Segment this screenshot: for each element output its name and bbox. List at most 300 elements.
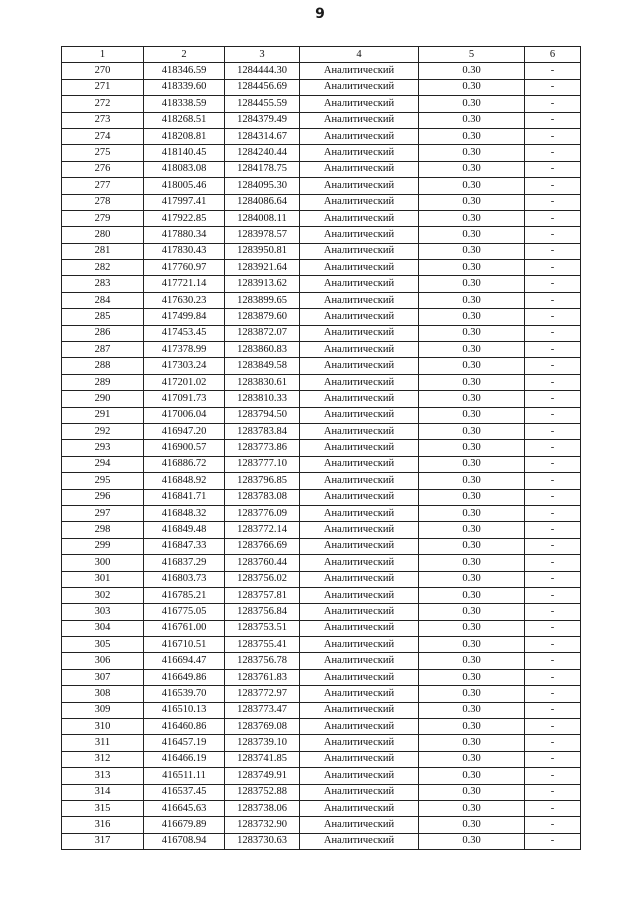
table-cell-col-number: 284 [62, 292, 144, 308]
table-cell-col-error: 0.30 [419, 79, 525, 95]
table-cell-col-method: Аналитический [300, 456, 419, 472]
table-cell-col-error: 0.30 [419, 800, 525, 816]
table-cell-col-method: Аналитический [300, 276, 419, 292]
table-cell-col-note: - [525, 489, 581, 505]
table-row [62, 686, 581, 702]
table-cell-col-y: 1284095.30 [225, 178, 300, 194]
table-row [62, 719, 581, 735]
table-row [62, 96, 581, 112]
table-cell-col-x: 417880.34 [144, 227, 225, 243]
table-cell-col-y: 1283741.85 [225, 751, 300, 767]
table-cell-col-x: 417760.97 [144, 260, 225, 276]
table-cell-col-number: 313 [62, 768, 144, 784]
column-header-col-number: 1 [62, 47, 144, 63]
table-cell-col-y: 1284455.59 [225, 96, 300, 112]
table-cell-col-number: 275 [62, 145, 144, 161]
table-cell-col-error: 0.30 [419, 555, 525, 571]
table-cell-col-error: 0.30 [419, 784, 525, 800]
table-row [62, 243, 581, 259]
table-row [62, 456, 581, 472]
table-cell-col-error: 0.30 [419, 440, 525, 456]
table-row [62, 145, 581, 161]
table-cell-col-y: 1283921.64 [225, 260, 300, 276]
table-cell-col-x: 416886.72 [144, 456, 225, 472]
table-cell-col-method: Аналитический [300, 653, 419, 669]
table-cell-col-note: - [525, 292, 581, 308]
page-number: 9 [315, 6, 325, 22]
table-cell-col-y: 1283766.69 [225, 538, 300, 554]
table-row [62, 423, 581, 439]
header-row [62, 47, 581, 63]
table-cell-col-x: 418208.81 [144, 128, 225, 144]
table-cell-col-x: 416900.57 [144, 440, 225, 456]
table-cell-col-y: 1284178.75 [225, 161, 300, 177]
table-cell-col-number: 292 [62, 423, 144, 439]
table-cell-col-note: - [525, 833, 581, 849]
table-cell-col-error: 0.30 [419, 161, 525, 177]
table-row [62, 505, 581, 521]
table-cell-col-number: 309 [62, 702, 144, 718]
table-cell-col-method: Аналитический [300, 440, 419, 456]
table-cell-col-number: 281 [62, 243, 144, 259]
table-cell-col-y: 1283872.07 [225, 325, 300, 341]
table-cell-col-y: 1283773.47 [225, 702, 300, 718]
table-cell-col-error: 0.30 [419, 210, 525, 226]
table-cell-col-x: 416761.00 [144, 620, 225, 636]
table-cell-col-x: 416511.11 [144, 768, 225, 784]
table-cell-col-x: 416708.94 [144, 833, 225, 849]
table-body [62, 63, 581, 850]
table-row [62, 473, 581, 489]
table-cell-col-note: - [525, 817, 581, 833]
table-cell-col-y: 1284086.64 [225, 194, 300, 210]
table-cell-col-error: 0.30 [419, 768, 525, 784]
table-cell-col-number: 298 [62, 522, 144, 538]
table-cell-col-note: - [525, 63, 581, 79]
table-cell-col-y: 1284444.30 [225, 63, 300, 79]
table-cell-col-note: - [525, 325, 581, 341]
table-cell-col-note: - [525, 751, 581, 767]
table-cell-col-note: - [525, 669, 581, 685]
table-cell-col-note: - [525, 800, 581, 816]
table-cell-col-number: 302 [62, 587, 144, 603]
table-cell-col-method: Аналитический [300, 604, 419, 620]
table-cell-col-note: - [525, 473, 581, 489]
table-cell-col-number: 270 [62, 63, 144, 79]
table-cell-col-method: Аналитический [300, 555, 419, 571]
table-cell-col-method: Аналитический [300, 96, 419, 112]
table-cell-col-x: 416649.86 [144, 669, 225, 685]
table-cell-col-error: 0.30 [419, 522, 525, 538]
table-cell-col-y: 1283738.06 [225, 800, 300, 816]
table-cell-col-note: - [525, 391, 581, 407]
table-cell-col-x: 417830.43 [144, 243, 225, 259]
table-cell-col-method: Аналитический [300, 407, 419, 423]
table-header [62, 47, 581, 63]
table-cell-col-number: 274 [62, 128, 144, 144]
table-cell-col-y: 1283760.44 [225, 555, 300, 571]
table-row [62, 604, 581, 620]
table-row [62, 702, 581, 718]
table-cell-col-number: 312 [62, 751, 144, 767]
table-row [62, 800, 581, 816]
table-cell-col-number: 272 [62, 96, 144, 112]
table-cell-col-error: 0.30 [419, 817, 525, 833]
table-cell-col-note: - [525, 587, 581, 603]
table-cell-col-x: 416466.19 [144, 751, 225, 767]
table-cell-col-x: 417006.04 [144, 407, 225, 423]
table-cell-col-method: Аналитический [300, 800, 419, 816]
table-cell-col-method: Аналитический [300, 325, 419, 341]
table-cell-col-number: 280 [62, 227, 144, 243]
table-row [62, 784, 581, 800]
table-cell-col-method: Аналитический [300, 292, 419, 308]
table-cell-col-error: 0.30 [419, 112, 525, 128]
table-cell-col-x: 417091.73 [144, 391, 225, 407]
table-cell-col-x: 416848.32 [144, 505, 225, 521]
table-row [62, 735, 581, 751]
table-cell-col-error: 0.30 [419, 833, 525, 849]
table-cell-col-y: 1283730.63 [225, 833, 300, 849]
table-cell-col-method: Аналитический [300, 63, 419, 79]
table-cell-col-error: 0.30 [419, 145, 525, 161]
table-cell-col-note: - [525, 112, 581, 128]
table-cell-col-x: 416785.21 [144, 587, 225, 603]
table-cell-col-y: 1283950.81 [225, 243, 300, 259]
table-cell-col-note: - [525, 505, 581, 521]
table-cell-col-number: 314 [62, 784, 144, 800]
table-cell-col-x: 417721.14 [144, 276, 225, 292]
table-row [62, 112, 581, 128]
table-cell-col-y: 1284008.11 [225, 210, 300, 226]
table-cell-col-x: 416847.33 [144, 538, 225, 554]
table-cell-col-y: 1283810.33 [225, 391, 300, 407]
column-header-col-y: 3 [225, 47, 300, 63]
table-cell-col-error: 0.30 [419, 391, 525, 407]
table-cell-col-note: - [525, 342, 581, 358]
table-row [62, 374, 581, 390]
table-cell-col-error: 0.30 [419, 63, 525, 79]
table-cell-col-number: 310 [62, 719, 144, 735]
table-cell-col-x: 418083.08 [144, 161, 225, 177]
table-row [62, 751, 581, 767]
table-cell-col-x: 416679.89 [144, 817, 225, 833]
table-cell-col-x: 417922.85 [144, 210, 225, 226]
table-cell-col-note: - [525, 653, 581, 669]
table-cell-col-note: - [525, 784, 581, 800]
table-cell-col-note: - [525, 96, 581, 112]
table-cell-col-note: - [525, 702, 581, 718]
table-cell-col-method: Аналитический [300, 833, 419, 849]
table-cell-col-y: 1283752.88 [225, 784, 300, 800]
table-cell-col-y: 1283794.50 [225, 407, 300, 423]
table-cell-col-x: 416837.29 [144, 555, 225, 571]
table-cell-col-error: 0.30 [419, 276, 525, 292]
table-cell-col-error: 0.30 [419, 342, 525, 358]
table-cell-col-note: - [525, 735, 581, 751]
table-row [62, 768, 581, 784]
table-cell-col-y: 1283749.91 [225, 768, 300, 784]
table-cell-col-y: 1284456.69 [225, 79, 300, 95]
table-cell-col-method: Аналитический [300, 309, 419, 325]
table-cell-col-note: - [525, 276, 581, 292]
table-row [62, 210, 581, 226]
table-cell-col-x: 418339.60 [144, 79, 225, 95]
table-cell-col-x: 416460.86 [144, 719, 225, 735]
table-cell-col-method: Аналитический [300, 194, 419, 210]
table-cell-col-number: 291 [62, 407, 144, 423]
table-row [62, 358, 581, 374]
table-cell-col-error: 0.30 [419, 653, 525, 669]
table-row [62, 128, 581, 144]
table-cell-col-note: - [525, 309, 581, 325]
table-cell-col-number: 301 [62, 571, 144, 587]
table-cell-col-error: 0.30 [419, 374, 525, 390]
table-cell-col-x: 416848.92 [144, 473, 225, 489]
table-row [62, 276, 581, 292]
table-cell-col-y: 1283796.85 [225, 473, 300, 489]
table-cell-col-note: - [525, 768, 581, 784]
table-row [62, 391, 581, 407]
table-cell-col-x: 416841.71 [144, 489, 225, 505]
table-cell-col-y: 1283913.62 [225, 276, 300, 292]
table-cell-col-number: 300 [62, 555, 144, 571]
table-cell-col-number: 282 [62, 260, 144, 276]
table-cell-col-error: 0.30 [419, 473, 525, 489]
table-cell-col-note: - [525, 604, 581, 620]
table-cell-col-error: 0.30 [419, 243, 525, 259]
table-cell-col-error: 0.30 [419, 292, 525, 308]
table-cell-col-number: 288 [62, 358, 144, 374]
table-cell-col-error: 0.30 [419, 423, 525, 439]
table-cell-col-number: 287 [62, 342, 144, 358]
table-cell-col-x: 416537.45 [144, 784, 225, 800]
table-row [62, 653, 581, 669]
table-cell-col-x: 416775.05 [144, 604, 225, 620]
table-cell-col-x: 418268.51 [144, 112, 225, 128]
table-cell-col-method: Аналитический [300, 505, 419, 521]
table-cell-col-error: 0.30 [419, 407, 525, 423]
table-cell-col-method: Аналитический [300, 669, 419, 685]
column-header-col-error: 5 [419, 47, 525, 63]
table-cell-col-y: 1283772.14 [225, 522, 300, 538]
table-cell-col-method: Аналитический [300, 817, 419, 833]
table-cell-col-method: Аналитический [300, 587, 419, 603]
table-cell-col-number: 277 [62, 178, 144, 194]
table-cell-col-method: Аналитический [300, 473, 419, 489]
table-cell-col-note: - [525, 161, 581, 177]
table-cell-col-method: Аналитический [300, 374, 419, 390]
table-cell-col-number: 315 [62, 800, 144, 816]
table-cell-col-x: 418140.45 [144, 145, 225, 161]
table-cell-col-note: - [525, 145, 581, 161]
table-cell-col-x: 416710.51 [144, 637, 225, 653]
table-cell-col-x: 416694.47 [144, 653, 225, 669]
table-row [62, 309, 581, 325]
table-cell-col-error: 0.30 [419, 587, 525, 603]
table-cell-col-number: 293 [62, 440, 144, 456]
table-cell-col-error: 0.30 [419, 505, 525, 521]
table-cell-col-method: Аналитический [300, 342, 419, 358]
table-cell-col-error: 0.30 [419, 456, 525, 472]
table-cell-col-method: Аналитический [300, 571, 419, 587]
table-cell-col-x: 417378.99 [144, 342, 225, 358]
table-cell-col-method: Аналитический [300, 358, 419, 374]
table-cell-col-y: 1283776.09 [225, 505, 300, 521]
table-cell-col-x: 416539.70 [144, 686, 225, 702]
table-row [62, 79, 581, 95]
column-header-col-method: 4 [300, 47, 419, 63]
table-cell-col-note: - [525, 358, 581, 374]
table-row [62, 260, 581, 276]
table-cell-col-y: 1283849.58 [225, 358, 300, 374]
table-cell-col-y: 1283773.86 [225, 440, 300, 456]
table-cell-col-error: 0.30 [419, 309, 525, 325]
table-cell-col-note: - [525, 571, 581, 587]
table-row [62, 637, 581, 653]
table-cell-col-y: 1284314.67 [225, 128, 300, 144]
table-row [62, 325, 581, 341]
table-cell-col-y: 1283860.83 [225, 342, 300, 358]
table-row [62, 669, 581, 685]
table-cell-col-error: 0.30 [419, 538, 525, 554]
table-cell-col-number: 285 [62, 309, 144, 325]
table-cell-col-x: 416849.48 [144, 522, 225, 538]
table-row [62, 522, 581, 538]
table-cell-col-number: 316 [62, 817, 144, 833]
table-cell-col-x: 417630.23 [144, 292, 225, 308]
table-cell-col-number: 278 [62, 194, 144, 210]
table-row [62, 342, 581, 358]
table-cell-col-note: - [525, 374, 581, 390]
table-cell-col-method: Аналитический [300, 391, 419, 407]
table-cell-col-note: - [525, 538, 581, 554]
table-cell-col-error: 0.30 [419, 227, 525, 243]
table-cell-col-note: - [525, 719, 581, 735]
table-cell-col-error: 0.30 [419, 194, 525, 210]
table-cell-col-error: 0.30 [419, 637, 525, 653]
table-cell-col-error: 0.30 [419, 571, 525, 587]
table-cell-col-number: 279 [62, 210, 144, 226]
table-cell-col-y: 1283772.97 [225, 686, 300, 702]
table-cell-col-error: 0.30 [419, 178, 525, 194]
table-cell-col-note: - [525, 260, 581, 276]
table-cell-col-y: 1284379.49 [225, 112, 300, 128]
table-row [62, 817, 581, 833]
table-cell-col-number: 294 [62, 456, 144, 472]
table-cell-col-method: Аналитический [300, 637, 419, 653]
table-cell-col-x: 416457.19 [144, 735, 225, 751]
table-cell-col-note: - [525, 522, 581, 538]
table-cell-col-y: 1283756.78 [225, 653, 300, 669]
table-row [62, 833, 581, 849]
table-cell-col-note: - [525, 178, 581, 194]
table-cell-col-note: - [525, 555, 581, 571]
table-cell-col-x: 418338.59 [144, 96, 225, 112]
table-cell-col-number: 317 [62, 833, 144, 849]
table-cell-col-method: Аналитический [300, 686, 419, 702]
table-cell-col-x: 417997.41 [144, 194, 225, 210]
table-cell-col-error: 0.30 [419, 260, 525, 276]
table-cell-col-note: - [525, 243, 581, 259]
table-cell-col-method: Аналитический [300, 243, 419, 259]
table-cell-col-y: 1283783.08 [225, 489, 300, 505]
table-cell-col-x: 416947.20 [144, 423, 225, 439]
table-cell-col-y: 1283739.10 [225, 735, 300, 751]
table-cell-col-x: 417201.02 [144, 374, 225, 390]
coordinates-table [61, 46, 581, 850]
table-cell-col-method: Аналитический [300, 260, 419, 276]
table-cell-col-y: 1283753.51 [225, 620, 300, 636]
table-cell-col-y: 1283755.41 [225, 637, 300, 653]
table-cell-col-method: Аналитический [300, 719, 419, 735]
table-cell-col-method: Аналитический [300, 735, 419, 751]
table-cell-col-y: 1283879.60 [225, 309, 300, 325]
table-cell-col-number: 286 [62, 325, 144, 341]
table-cell-col-error: 0.30 [419, 604, 525, 620]
table-cell-col-y: 1283756.84 [225, 604, 300, 620]
table-cell-col-method: Аналитический [300, 128, 419, 144]
table-cell-col-method: Аналитический [300, 161, 419, 177]
table-cell-col-number: 297 [62, 505, 144, 521]
table-cell-col-number: 273 [62, 112, 144, 128]
table-cell-col-error: 0.30 [419, 719, 525, 735]
table-cell-col-note: - [525, 440, 581, 456]
table-cell-col-error: 0.30 [419, 325, 525, 341]
table-cell-col-error: 0.30 [419, 128, 525, 144]
table-cell-col-number: 289 [62, 374, 144, 390]
table-cell-col-error: 0.30 [419, 489, 525, 505]
table-cell-col-note: - [525, 423, 581, 439]
table-cell-col-y: 1283978.57 [225, 227, 300, 243]
table-cell-col-number: 303 [62, 604, 144, 620]
table-cell-col-x: 416803.73 [144, 571, 225, 587]
table-cell-col-number: 307 [62, 669, 144, 685]
table-cell-col-note: - [525, 194, 581, 210]
table-cell-col-method: Аналитический [300, 227, 419, 243]
table-cell-col-y: 1283757.81 [225, 587, 300, 603]
table-cell-col-method: Аналитический [300, 178, 419, 194]
table-cell-col-y: 1283777.10 [225, 456, 300, 472]
table-cell-col-number: 299 [62, 538, 144, 554]
table-cell-col-note: - [525, 620, 581, 636]
table-row [62, 407, 581, 423]
table-cell-col-method: Аналитический [300, 423, 419, 439]
table-cell-col-x: 418005.46 [144, 178, 225, 194]
table-cell-col-error: 0.30 [419, 751, 525, 767]
column-header-col-x: 2 [144, 47, 225, 63]
table-cell-col-number: 305 [62, 637, 144, 653]
table-row [62, 571, 581, 587]
table-row [62, 161, 581, 177]
table-cell-col-method: Аналитический [300, 112, 419, 128]
column-header-col-note: 6 [525, 47, 581, 63]
table-row [62, 178, 581, 194]
table-cell-col-number: 311 [62, 735, 144, 751]
table-cell-col-error: 0.30 [419, 735, 525, 751]
table-row [62, 555, 581, 571]
table-cell-col-number: 276 [62, 161, 144, 177]
table-cell-col-number: 306 [62, 653, 144, 669]
table-cell-col-note: - [525, 227, 581, 243]
table-row [62, 227, 581, 243]
table-row [62, 63, 581, 79]
table-cell-col-note: - [525, 79, 581, 95]
table-cell-col-number: 283 [62, 276, 144, 292]
table-cell-col-error: 0.30 [419, 686, 525, 702]
table-cell-col-method: Аналитический [300, 210, 419, 226]
table-cell-col-y: 1283830.61 [225, 374, 300, 390]
